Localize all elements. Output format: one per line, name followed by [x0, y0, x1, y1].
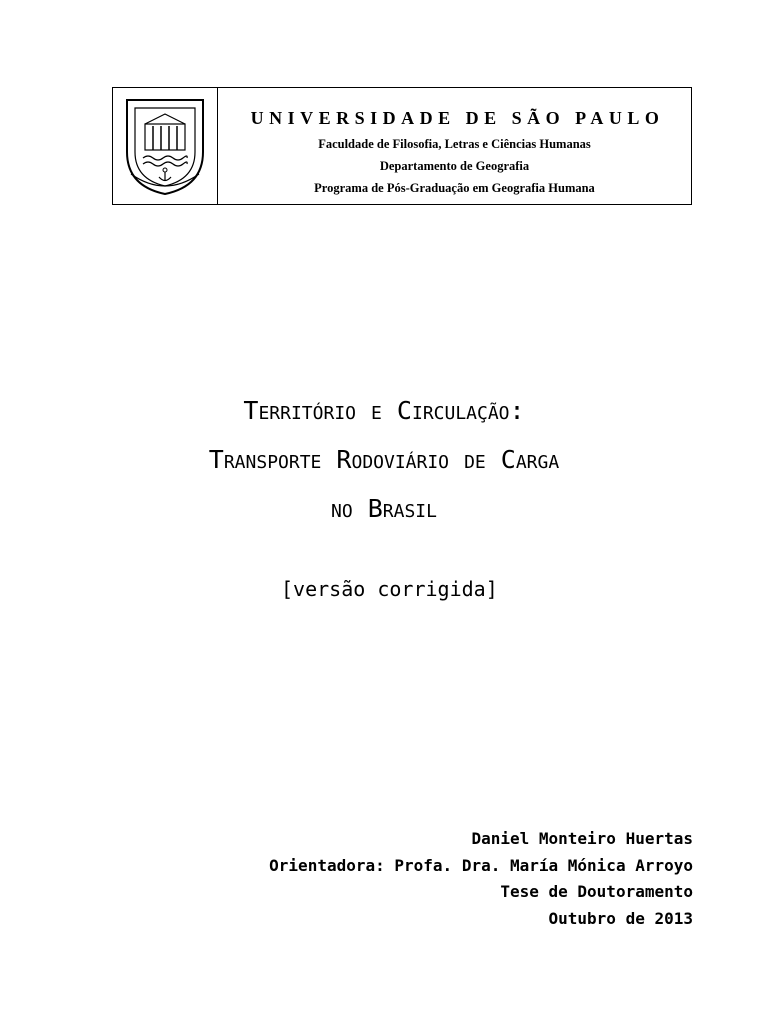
title-line-2: Transporte Rodoviário de Carga	[208, 445, 560, 474]
program-name: Programa de Pós-Graduação em Geografia Humana	[314, 181, 595, 195]
title-line-3: no Brasil	[331, 494, 437, 523]
author-block	[269, 826, 693, 932]
university-seal-icon	[121, 94, 209, 198]
institution-header	[112, 87, 692, 205]
thesis-date: Outubro de 2013	[548, 908, 693, 928]
advisor-name: Orientadora: Profa. Dra. María Mónica Arroyo	[269, 855, 693, 875]
department-name: Departamento de Geografia	[379, 159, 530, 173]
degree-type: Tese de Doutoramento	[500, 882, 693, 901]
institution-text	[218, 88, 691, 204]
university-name: UNIVERSIDADE DE SÃO PAULO	[250, 108, 665, 128]
faculty-name: Faculdade de Filosofia, Letras e Ciências Humanas	[318, 137, 591, 151]
author-name: Daniel Monteiro Huertas	[471, 829, 693, 848]
title-line-1: Território e Circulação:	[243, 396, 525, 425]
version-note: [versão corrigida]	[281, 577, 498, 601]
